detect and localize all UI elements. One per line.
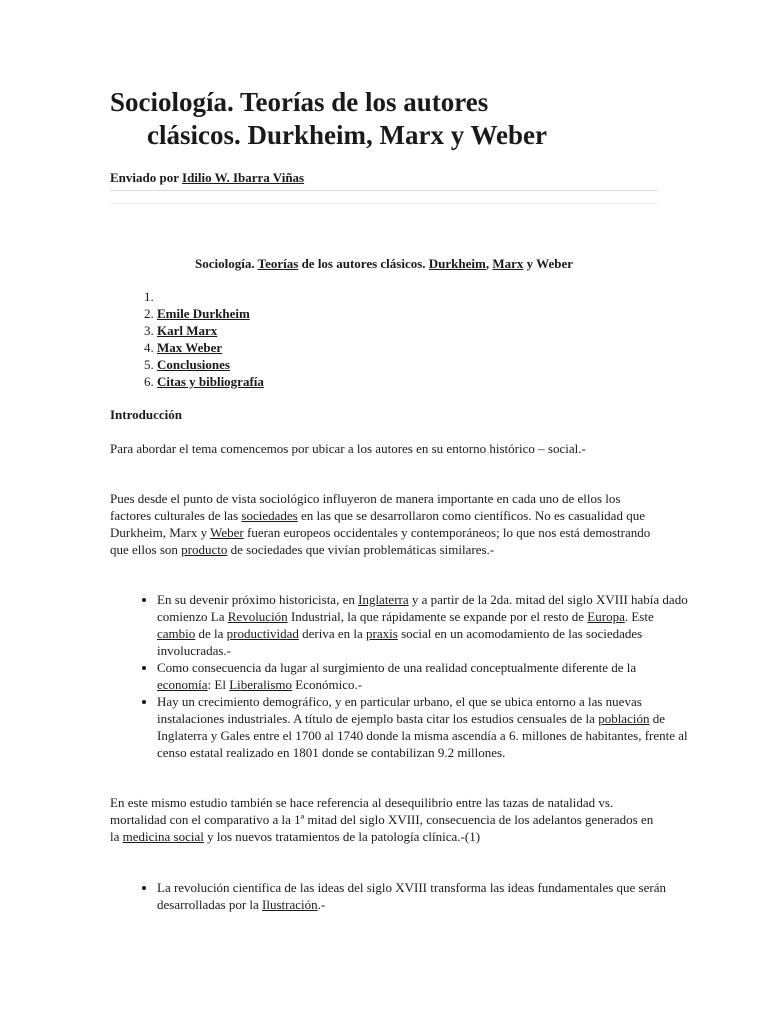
section-title-text: de los autores clásicos. xyxy=(298,256,429,271)
link-sociedades[interactable]: sociedades xyxy=(241,508,298,523)
bullet-list-2 xyxy=(126,879,689,913)
list-item: • En su devenir próximo historicista, en Inglaterra y a partir de la 2da. mitad del siglo XVIII había dado comienzo La Revolución Industrial, la que rápidamente se expande por el resto de Europa. Este cambio de la productividad deriva en la praxis social en un acomodamiento de las sociedades involucradas.- xyxy=(157,591,689,659)
link-teorias[interactable]: Teorías xyxy=(257,256,299,271)
link-poblacion[interactable]: población xyxy=(598,711,650,726)
toc-item xyxy=(157,356,264,373)
byline xyxy=(110,170,658,191)
link-revolucion[interactable]: Revolución xyxy=(227,609,288,624)
title-line-1: Sociología. Teorías de los autores xyxy=(110,87,489,117)
byline-prefix: Enviado por xyxy=(110,170,179,185)
list-item: • La revolución científica de las ideas del siglo XVIII transforma las ideas fundamentales que serán desarrolladas por la Ilustración.- xyxy=(157,879,689,913)
link-producto[interactable]: producto xyxy=(181,542,228,557)
link-inglaterra[interactable]: Inglaterra xyxy=(358,592,409,607)
link-productividad[interactable]: productividad xyxy=(226,626,299,641)
section-title-text: , xyxy=(485,256,493,271)
toc-item xyxy=(157,373,264,390)
paragraph-3: En este mismo estudio también se hace referencia al desequilibrio entre las tazas de natalidad vs. mortalidad con el comparativo a la 1ª mitad del siglo XVIII, consecuencia de los adelantos generados en la medicina social y los nuevos tratamientos de la patología clínica.-(1) xyxy=(110,795,654,844)
link-medicina-social[interactable]: medicina social xyxy=(122,829,204,844)
divider xyxy=(110,203,658,204)
toc-item xyxy=(157,339,264,356)
title-line-2: clásicos. Durkheim, Marx y Weber xyxy=(147,120,547,150)
toc-link-conclusiones[interactable]: Conclusiones xyxy=(157,357,230,372)
section-title xyxy=(110,256,658,272)
link-weber[interactable]: Weber xyxy=(210,525,244,540)
list-item: • Como consecuencia da lugar al surgimiento de una realidad conceptualmente diferente de la economía: El Liberalismo Económico.- xyxy=(157,659,689,693)
page-title xyxy=(110,86,710,152)
toc-item xyxy=(157,322,264,339)
link-europa[interactable]: Europa xyxy=(587,609,625,624)
toc-link-durkheim[interactable]: Emile Durkheim xyxy=(157,306,250,321)
toc-link-citas[interactable]: Citas y bibliografía xyxy=(157,374,264,389)
link-marx[interactable]: Marx xyxy=(492,256,524,271)
toc-item xyxy=(157,288,264,305)
intro-heading: Introducción xyxy=(110,407,182,422)
bullet-list-1 xyxy=(126,591,689,761)
link-economia[interactable]: economía xyxy=(157,677,208,692)
link-cambio[interactable]: cambio xyxy=(157,626,196,641)
toc-item xyxy=(157,305,264,322)
link-durkheim[interactable]: Durkheim xyxy=(428,256,486,271)
link-liberalismo[interactable]: Liberalismo xyxy=(229,677,293,692)
toc-link-marx[interactable]: Karl Marx xyxy=(157,323,218,338)
list-item: • Hay un crecimiento demográfico, y en particular urbano, el que se ubica entorno a las nuevas instalaciones industriales. A título de ejemplo basta citar los estudios censuales de la población de Inglaterra y Gales entre el 1700 al 1740 donde la misma ascendía a 6. millones de habitantes, frente al censo estatal realizado en 1801 donde se contabilizan 9.2 millones. xyxy=(157,693,689,761)
link-ilustracion[interactable]: Ilustración xyxy=(262,897,318,912)
paragraph-1: Para abordar el tema comencemos por ubicar a los autores en su entorno histórico – social.- xyxy=(110,441,586,456)
paragraph-2: Pues desde el punto de vista sociológico influyeron de manera importante en cada uno de ellos los factores culturales de las sociedades en las que se desarrollaron como científicos. No es casualidad que Durkheim, Marx y Weber fueran europeos occidentales y contemporáneos; lo que nos está demostrando que ellos son producto de sociedades que vivían problemáticas similares.- xyxy=(110,491,651,557)
section-title-text: Sociología. xyxy=(195,256,258,271)
author-link[interactable]: Idilio W. Ibarra Viñas xyxy=(182,170,305,185)
link-praxis[interactable]: praxis xyxy=(366,626,398,641)
section-title-text: y Weber xyxy=(523,256,573,271)
table-of-contents xyxy=(126,288,264,390)
toc-link-weber[interactable]: Max Weber xyxy=(157,340,223,355)
